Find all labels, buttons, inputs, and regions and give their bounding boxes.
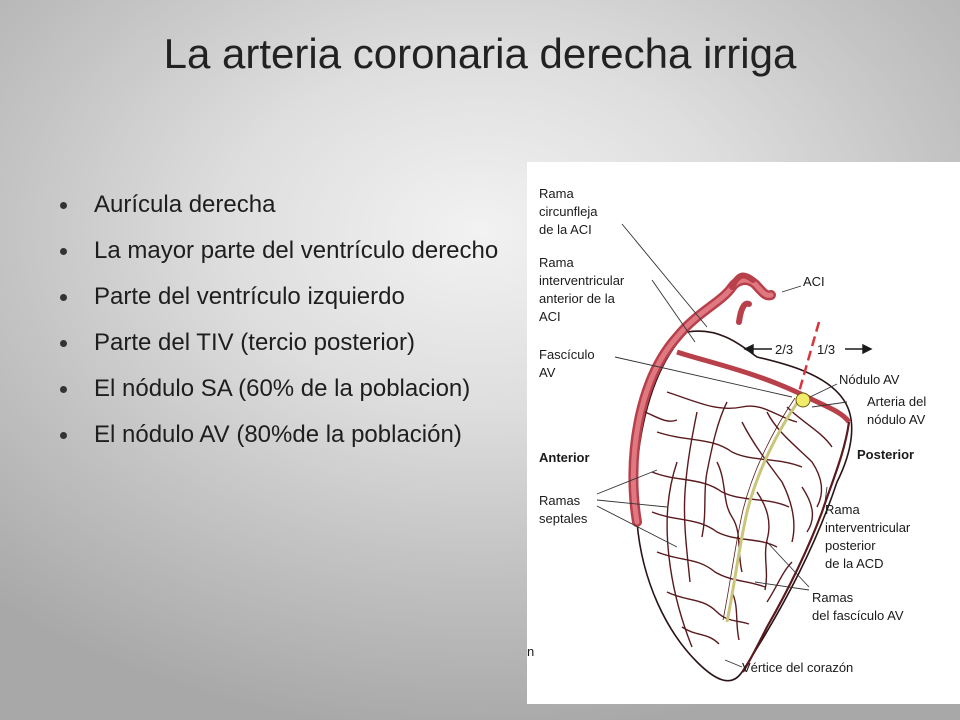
bullet-dot <box>60 432 67 439</box>
bullet-list <box>60 190 540 466</box>
bullet-item <box>60 374 540 404</box>
bullet-dot <box>60 340 67 347</box>
bullet-text: El nódulo AV (80%de la población) <box>94 421 462 448</box>
septum-divider-line <box>799 322 819 392</box>
coronary-diagram-figure <box>527 162 960 704</box>
label-arteria-nodulo-av: Arteria del nódulo AV <box>867 394 927 427</box>
bullet-text: Aurícula derecha <box>94 191 276 218</box>
bullet-item <box>60 328 540 358</box>
label-edge-letter: n <box>527 644 535 659</box>
label-fasciculo-av: Fascículo AV <box>539 347 595 380</box>
bullet-item <box>60 282 540 312</box>
av-node-icon <box>796 393 810 407</box>
label-aci: ACI <box>803 274 825 289</box>
bullet-dot <box>60 248 67 255</box>
label-fraction-left: 2/3 <box>775 342 794 357</box>
vessel-network <box>645 392 832 647</box>
bullet-dot <box>60 386 67 393</box>
label-vertice: Vértice del corazón <box>742 660 854 675</box>
label-rama-circunfleja: Rama circunfleja de la ACI <box>539 186 598 237</box>
label-posterior: Posterior <box>857 447 915 462</box>
label-fraction-right: 1/3 <box>817 342 836 357</box>
bullet-item <box>60 190 540 220</box>
label-rama-interventricular-anterior: Rama interventricular anterior de la ACI <box>539 255 625 324</box>
bullet-text: El nódulo SA (60% de la poblacion) <box>94 375 471 402</box>
label-nodulo-av: Nódulo AV <box>839 372 900 387</box>
slide-title: La arteria coronaria derecha irriga <box>163 30 797 77</box>
bullet-text: Parte del TIV (tercio posterior) <box>94 329 416 356</box>
bullet-dot <box>60 202 67 209</box>
bullet-item <box>60 420 540 450</box>
circumflex-band <box>677 352 849 422</box>
coronary-diagram-svg <box>527 162 960 704</box>
bullet-dot <box>60 294 67 301</box>
fraction-arrows <box>745 345 871 353</box>
bullet-text: La mayor parte del ventrículo derecho <box>94 237 499 264</box>
bullet-text: Parte del ventrículo izquierdo <box>94 283 405 310</box>
label-anterior: Anterior <box>539 450 590 465</box>
label-ramas-fasciculo-av: Ramas del fascículo AV <box>812 590 904 623</box>
bullet-item <box>60 236 540 266</box>
label-rama-interventricular-posterior: Rama interventricular posterior de la ACD <box>825 502 911 571</box>
label-ramas-septales: Ramas septales <box>539 493 588 526</box>
